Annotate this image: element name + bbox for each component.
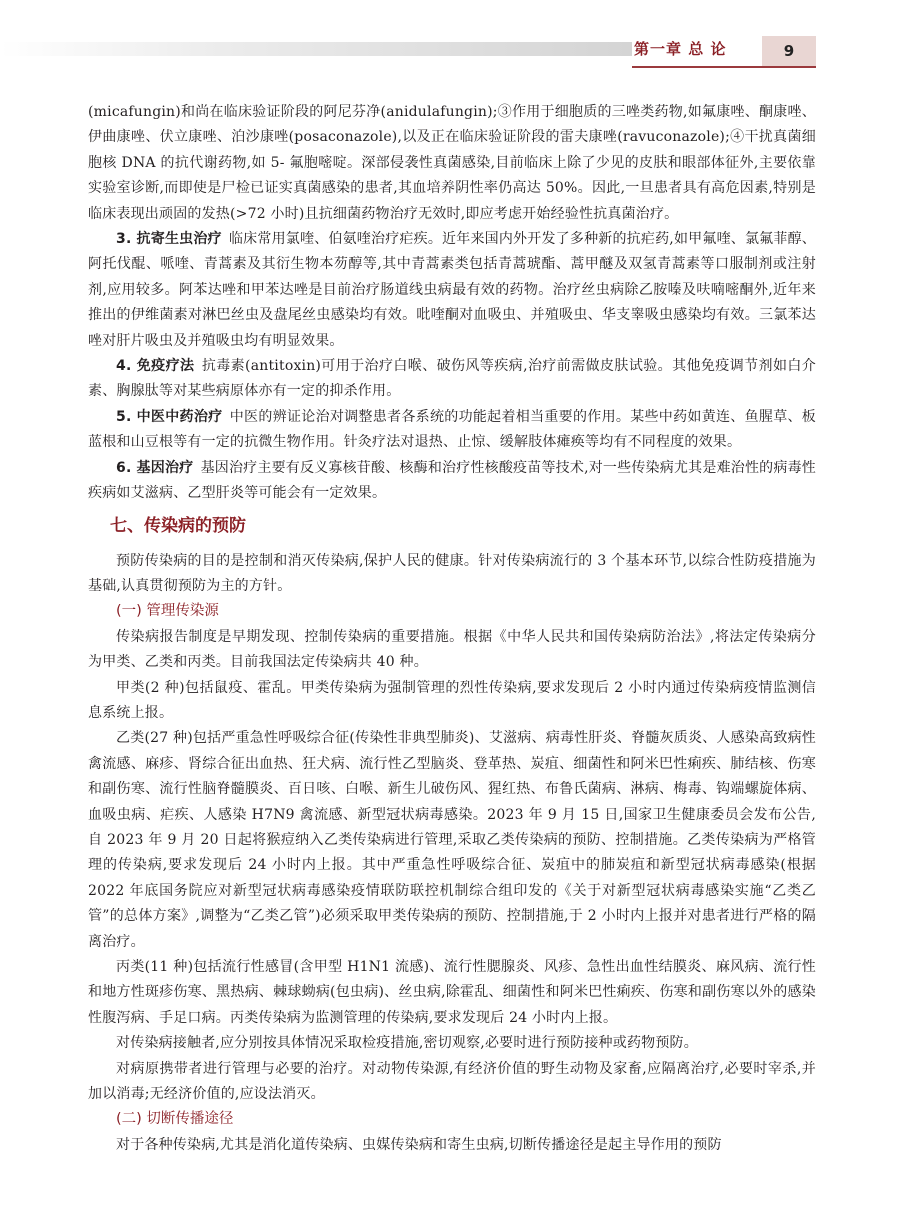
page-header — [0, 0, 900, 90]
treatment-text: 抗毒素(antitoxin)可用于治疗白喉、破伤风等疾病,治疗前需做皮肤试验。其他免疫调节剂如白介素、胸腺肽等对某些病原体亦有一定的抑杀作用。 — [88, 358, 816, 400]
treatment-text: 中医的辨证论治对调整患者各系统的功能起着相当重要的作用。某些中药如黄连、鱼腥草、板蓝根和山豆根等有一定的抗微生物作用。针灸疗法对退热、止惊、缓解肢体瘫痪等均有不同程度的效果。 — [88, 408, 817, 451]
body-paragraph: 传染病报告制度是早期发现、控制传染病的重要措施。根据《中华人民共和国传染病防治法》,将法定传染病分为甲类、乙类和丙类。目前我国法定传染病共 40 种。 — [88, 628, 816, 671]
body-paragraph: 对传染病接触者,应分别按具体情况采取检疫措施,密切观察,必要时进行预防接种或药物预防。 — [116, 1035, 698, 1052]
body-paragraph: 乙类(27 种)包括严重急性呼吸综合征(传染性非典型肺炎)、艾滋病、病毒性肝炎、脊髓灰质炎、人感染高致病性禽流感、麻疹、肾综合征出血热、狂犬病、流行性乙型脑炎、登革热、炭疽、细菌性和阿米巴性痢疾、肺结核、伤寒和副伤寒、流行性脑脊髓膜炎、百日咳、白喉、新生儿破伤风、猩红热、布鲁氏菌病、淋病、梅毒、钩端螺旋体病、血吸虫病、疟疾、人感染 H7N9 禽流感、新型冠状病毒感染。2023 年 9 月 15 日,国家卫生健康委员会发布公告,自 2023 年 9 月 20 日起将猴痘纳入乙类传染病进行管理,采取乙类传染病的预防、控制措施。乙类传染病为严格管理的传染病,要求发现后 24 小时内上报。其中严重急性呼吸综合征、炭疽中的肺炭疽和新型冠状病毒感染(根据 2022 年底国务院应对新型冠状病毒感染疫情联防联控机制综合组印发的《关于对新型冠状病毒感染实施“乙类乙管”的总体方案》,调整为“乙类乙管”)必须采取甲类传染病的预防、控制措施,于 2 小时内上报并对患者进行严格的隔离治疗。 — [88, 730, 816, 950]
body-paragraph: 对于各种传染病,尤其是消化道传染病、虫媒传染病和寄生虫病,切断传播途径是起主导作用的预防 — [116, 1136, 722, 1153]
body-paragraph: 丙类(11 种)包括流行性感冒(含甲型 H1N1 流感)、流行性腮腺炎、风疹、急性出血性结膜炎、麻风病、流行性和地方性斑疹伤寒、黑热病、棘球蚴病(包虫病)、丝虫病,除霍乱、细菌性和阿米巴性痢疾、伤寒和副伤寒以外的感染性腹泻病、手足口病。丙类传染病为监测管理的传染病,要求发现后 24 小时内上报。 — [88, 959, 816, 1026]
section-intro: 预防传染病的目的是控制和消灭传染病,保护人民的健康。针对传染病流行的 3 个基本环节,以综合性防疫措施为基础,认真贯彻预防为主的方针。 — [88, 552, 816, 594]
treatment-heading: 5. 中医中药治疗 — [116, 408, 223, 425]
chapter-label: 第一章 总 论 — [634, 40, 727, 58]
header-band — [0, 42, 632, 56]
subsection-title-cut-transmission: (二) 切断传播途径 — [116, 1111, 234, 1128]
treatment-paragraph-gene-therapy — [88, 456, 816, 507]
treatment-heading: 6. 基因治疗 — [116, 459, 194, 476]
header-rule — [632, 66, 816, 68]
treatment-text: 临床常用氯喹、伯氨喹治疗疟疾。近年来国内外开发了多种新的抗疟药,如甲氟喹、氯氟菲醇、阿托伐醌、哌喹、青蒿素及其衍生物本芴醇等,其中青蒿素类包括青蒿琥酯、蒿甲醚及双氢青蒿素等口服制剂或注射剂,应用较多。阿苯达唑和甲苯达唑是目前治疗肠道线虫病最有效的药物。治疗丝虫病除乙胺嗪及呋喃嘧酮外,近年来推出的伊维菌素对淋巴丝虫及盘尾丝虫感染均有效。吡喹酮对血吸虫、并殖吸虫、华支睾吸虫感染均有效。三氯苯达唑对肝片吸虫及并殖吸虫均有明显效果。 — [88, 231, 816, 349]
body-paragraph: 对病原携带者进行管理与必要的治疗。对动物传染源,有经济价值的野生动物及家畜,应隔离治疗,必要时宰杀,并加以消毒;无经济价值的,应设法消灭。 — [88, 1060, 816, 1103]
treatment-paragraph-immunotherapy — [88, 354, 816, 405]
page-number: 9 — [762, 36, 816, 66]
treatment-heading: 3. 抗寄生虫治疗 — [116, 231, 222, 248]
subsection-title-manage-source: (一) 管理传染源 — [116, 603, 219, 620]
section-title: 七、传染病的预防 — [110, 515, 246, 536]
body-paragraph: (micafungin)和尚在临床验证阶段的阿尼芬净(anidulafungin);③作用于细胞质的三唑类药物,如氟康唑、酮康唑、伊曲康唑、伏立康唑、泊沙康唑(posaconazole),以及正在临床验证阶段的雷夫康唑(ravuconazole);④干扰真菌细胞核 DNA 的抗代谢药物,如 5- 氟胞嘧啶。深部侵袭性真菌感染,目前临床上除了少见的皮肤和眼部体征外,主要依靠实验室诊断,而即使是尸检已证实真菌感染的患者,其血培养阴性率仍高达 50%。因此,一旦患者具有高危因素,特别是临床表现出顽固的发热(>72 小时)且抗细菌药物治疗无效时,即应考虑开始经验性抗真菌治疗。 — [88, 104, 816, 222]
treatment-heading: 4. 免疫疗法 — [116, 358, 195, 375]
body-paragraph: 甲类(2 种)包括鼠疫、霍乱。甲类传染病为强制管理的烈性传染病,要求发现后 2 小时内通过传染病疫情监测信息系统上报。 — [88, 679, 816, 721]
page-body — [88, 100, 816, 1158]
treatment-paragraph-tcm — [88, 405, 816, 456]
treatment-paragraph-antiparasitic — [88, 227, 816, 354]
treatment-text: 基因治疗主要有反义寡核苷酸、核酶和治疗性核酸疫苗等技术,对一些传染病尤其是难治性的病毒性疾病如艾滋病、乙型肝炎等可能会有一定效果。 — [88, 459, 816, 502]
